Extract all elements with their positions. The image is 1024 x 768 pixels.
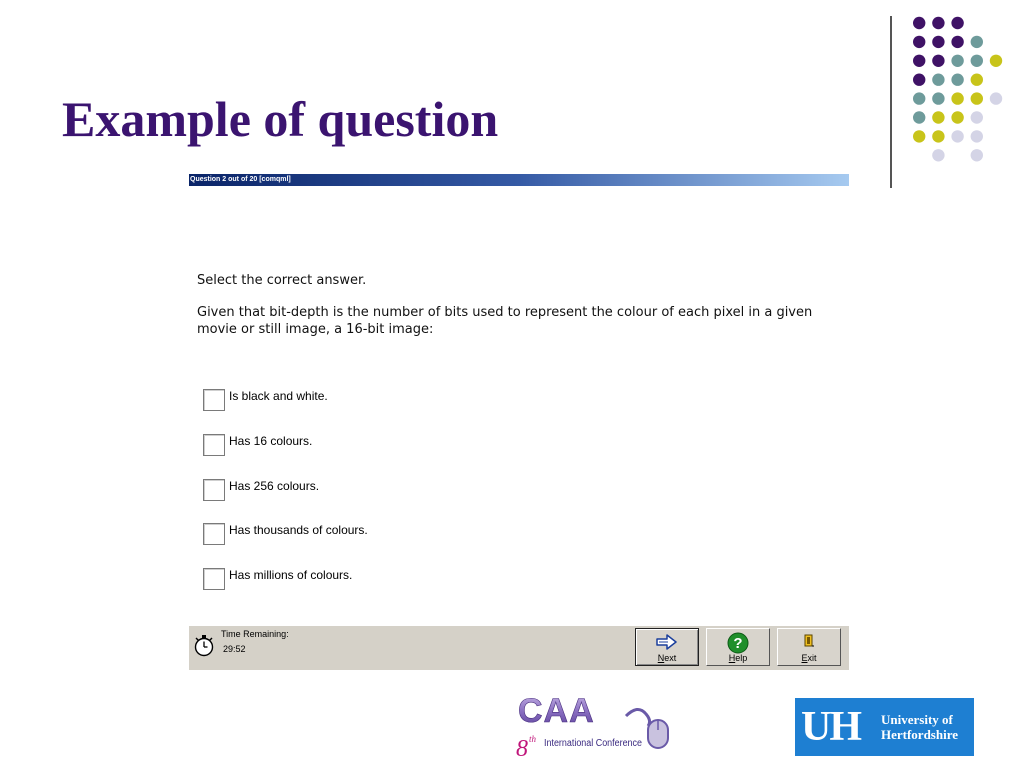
decor-dot [971, 74, 983, 86]
decor-dot [932, 111, 944, 123]
answer-label: Has thousands of colours. [229, 523, 368, 537]
next-button[interactable] [635, 628, 699, 666]
caa-edition: 8 [516, 736, 528, 760]
university-name [881, 712, 958, 742]
decor-dot [932, 74, 944, 86]
decor-dot [951, 55, 963, 67]
decor-dot [951, 74, 963, 86]
status-toolbar [189, 626, 849, 670]
decor-dot [971, 55, 983, 67]
uh-letters: UH [801, 704, 860, 750]
decor-dot [990, 55, 1002, 67]
decor-dot [951, 92, 963, 104]
university-name-line1: University of [881, 712, 953, 727]
decor-dot [932, 130, 944, 142]
decor-dot [971, 130, 983, 142]
decor-dot [971, 92, 983, 104]
slide-title: Example of question [62, 91, 499, 147]
decor-dot [932, 36, 944, 48]
decor-dot [913, 74, 925, 86]
time-remaining-value: 29:52 [223, 644, 246, 654]
caa-edition-suffix: th [529, 734, 537, 744]
exit-button[interactable] [777, 628, 841, 666]
help-button[interactable] [706, 628, 770, 666]
answer-checkbox[interactable] [203, 389, 225, 411]
caa-subtitle: International Conference [544, 738, 643, 749]
help-icon [727, 632, 749, 654]
answer-label: Has 16 colours. [229, 434, 313, 448]
decor-dot [971, 149, 983, 161]
question-instruction: Select the correct answer. [197, 273, 367, 288]
next-label: Next [657, 653, 677, 663]
window-title: Question 2 out of 20 [comqml] [190, 176, 291, 183]
answer-checkbox[interactable] [203, 434, 225, 456]
decor-dot [932, 55, 944, 67]
university-name-line2: Hertfordshire [881, 727, 959, 742]
decor-dot [951, 17, 963, 29]
decor-dot [913, 130, 925, 142]
decor-dot [990, 92, 1002, 104]
next-arrow-icon [655, 632, 679, 652]
decorative-divider-line [890, 16, 892, 188]
decor-dot [913, 92, 925, 104]
quiz-window [189, 174, 849, 670]
window-titlebar [189, 174, 849, 186]
decor-dot [932, 92, 944, 104]
answer-label: Has 256 colours. [229, 479, 320, 493]
stopwatch-icon [193, 633, 215, 657]
decor-dot [913, 111, 925, 123]
svg-text:?: ? [733, 635, 743, 652]
caa-text: CAA [518, 692, 595, 730]
decor-dot [951, 111, 963, 123]
help-label: Help [728, 653, 748, 663]
decor-dot [913, 55, 925, 67]
decor-dot [932, 17, 944, 29]
exit-label: Exit [801, 653, 817, 663]
decor-dot [971, 36, 983, 48]
answer-checkbox[interactable] [203, 523, 225, 545]
answer-label: Is black and white. [229, 389, 328, 403]
question-text: Given that bit-depth is the number of bits used to represent the colour of each pixel in a given movie or still image, a 16-bit image: [197, 305, 813, 337]
decor-dot [913, 36, 925, 48]
caa-conference-logo [514, 690, 674, 760]
decor-dot [951, 130, 963, 142]
decor-dot [913, 17, 925, 29]
time-remaining-label: Time Remaining: [221, 629, 289, 639]
answer-checkbox[interactable] [203, 568, 225, 590]
exit-door-icon [802, 632, 816, 650]
answer-label: Has millions of colours. [229, 568, 353, 582]
decor-dot [971, 111, 983, 123]
decor-dot [932, 149, 944, 161]
answer-checkbox[interactable] [203, 479, 225, 501]
decor-dot [951, 36, 963, 48]
university-logo [795, 698, 974, 756]
